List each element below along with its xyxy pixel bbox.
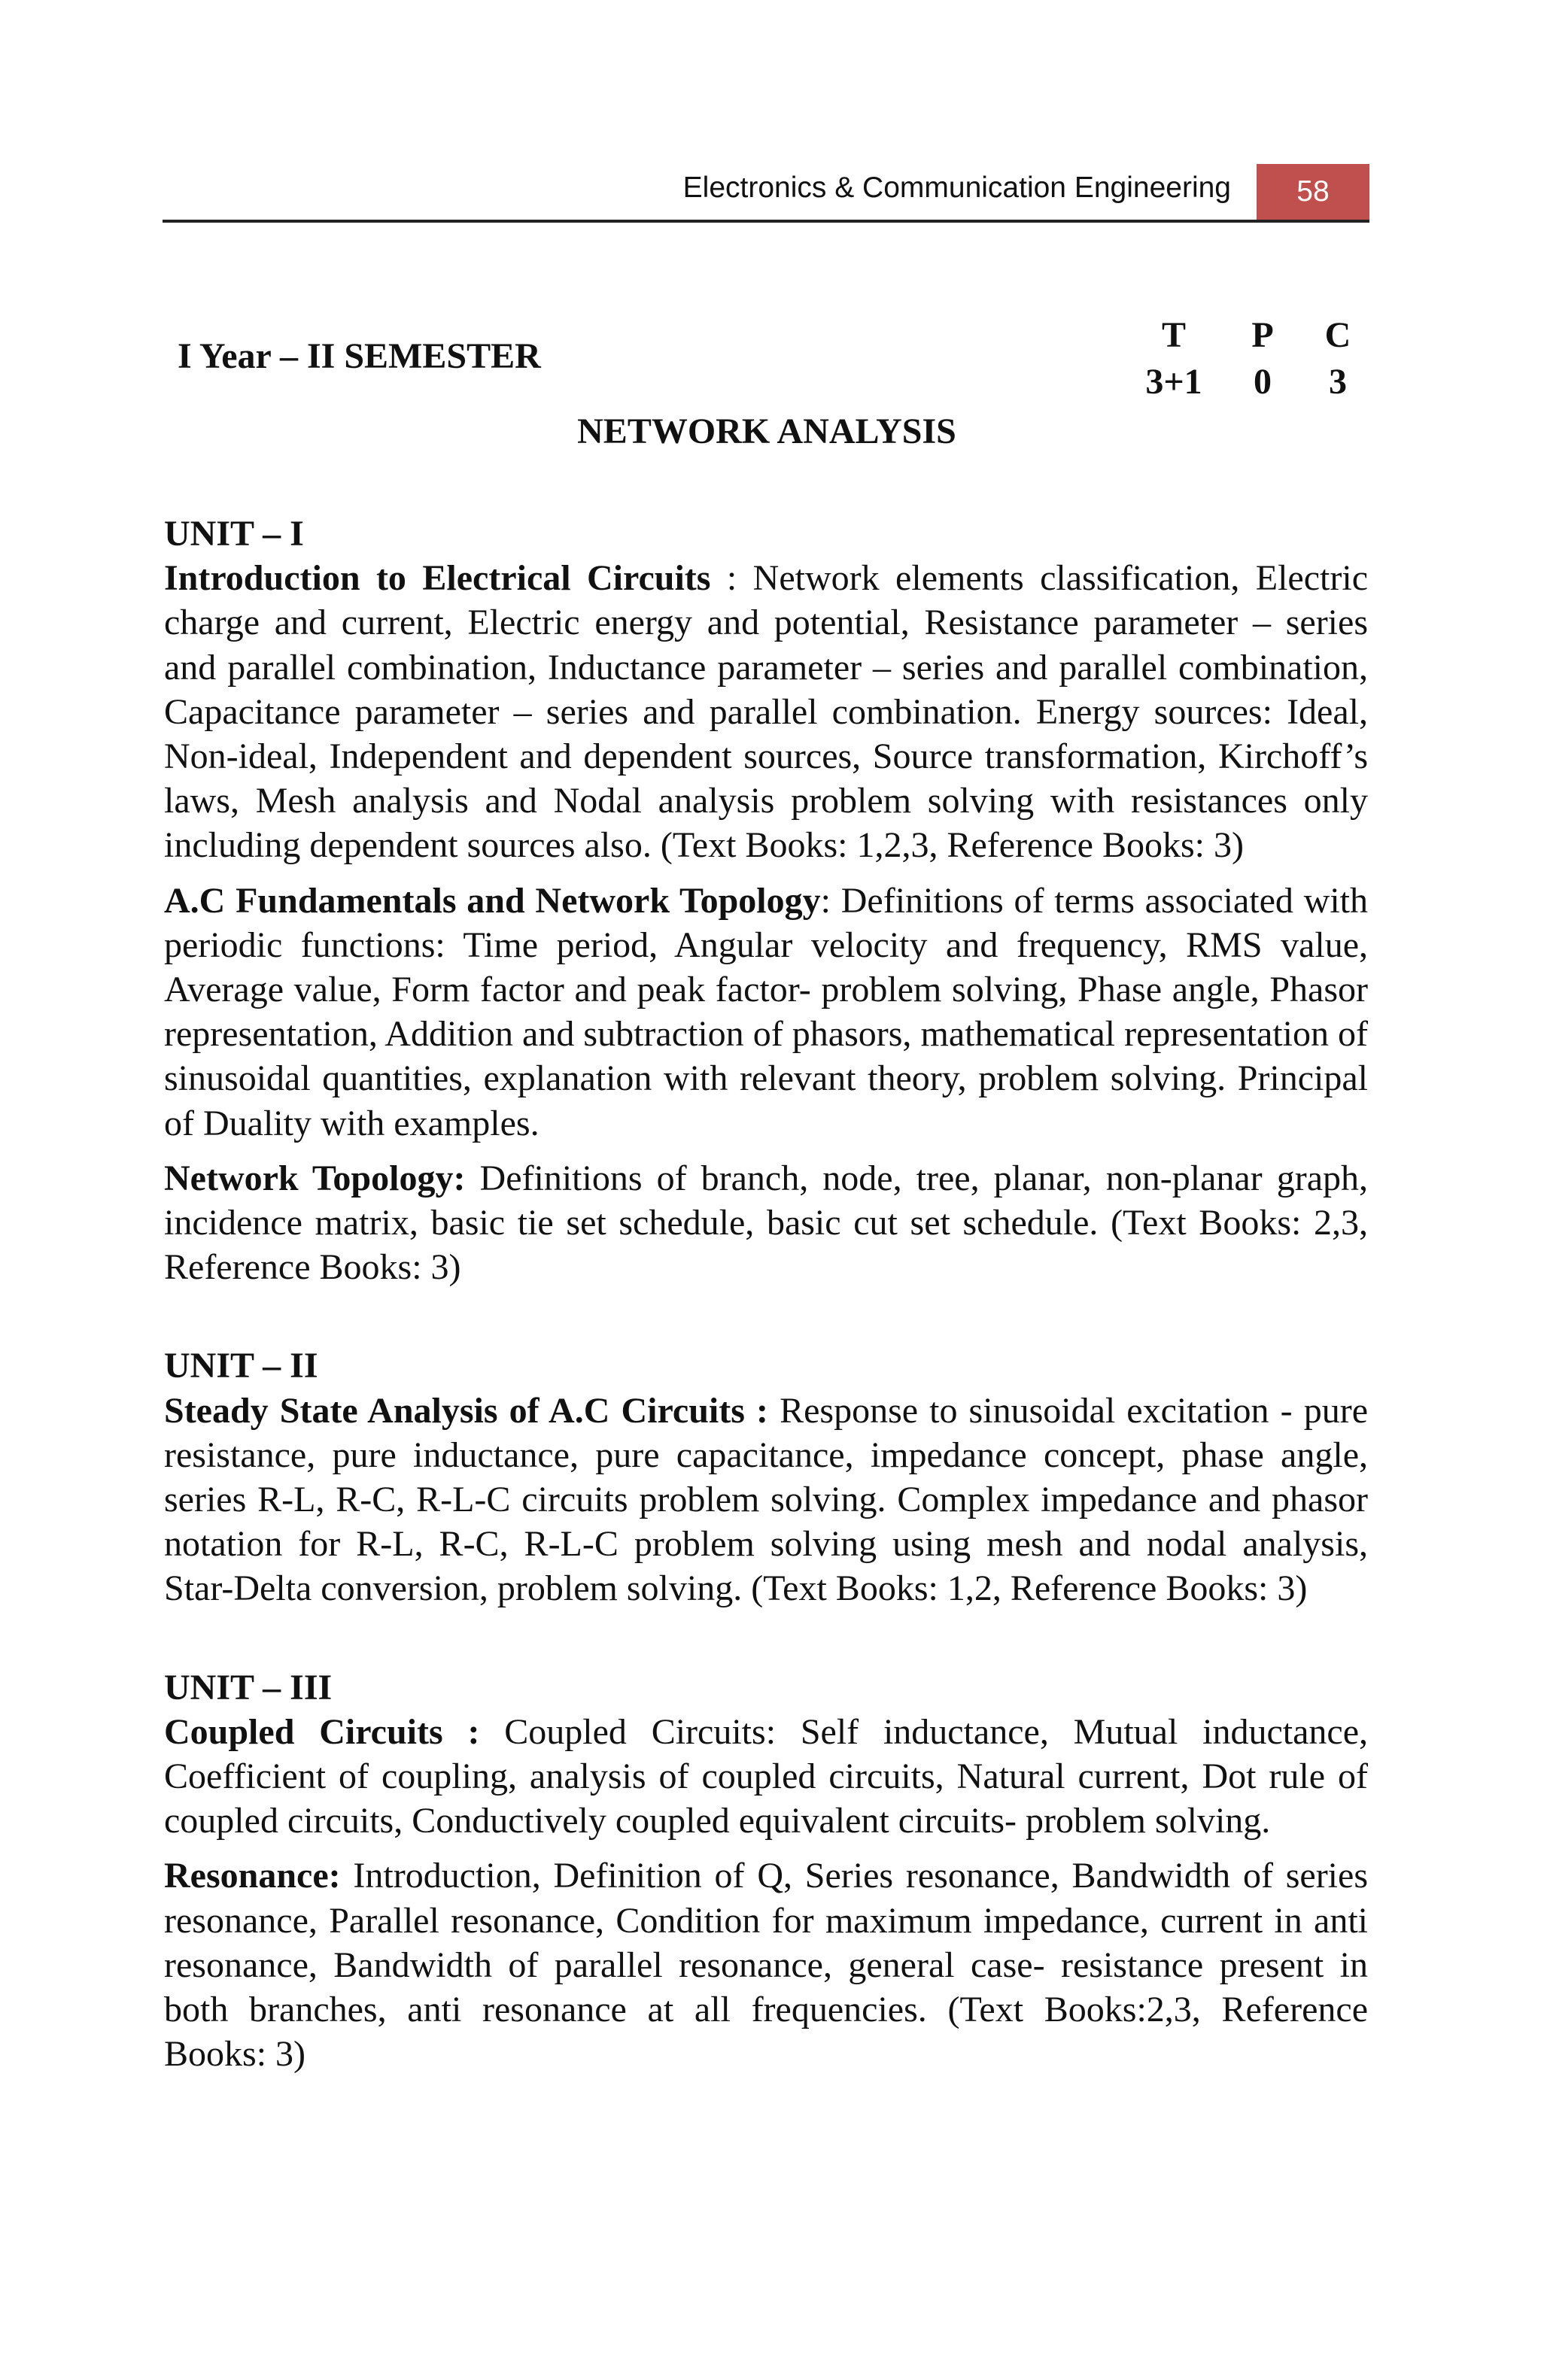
topic-separator <box>465 1158 479 1198</box>
course-title-text: NETWORK ANALYSIS <box>577 411 956 451</box>
topic-separator <box>341 1856 354 1896</box>
header-title: Electronics & Communication Engineering <box>682 172 1231 204</box>
syllabus-content <box>164 512 1368 2087</box>
topic-title: Introduction to Electrical Circuits <box>164 558 711 599</box>
topic-body: Network elements classification, Electric charge and current, Electric energy and potential, Resistance parameter – series and parallel combination, Inductance parameter – series and parallel combination, Capacitance parameter – series and parallel combination. Energy sources: Ideal, Non-ideal, Independent and dependent sources, Source transformation, Kirchoff’s laws, Mesh analysis and Nodal analysis problem solving with resistances only including dependent sources also. (Text Books: 1,2,3, Reference Books: 3) <box>164 558 1368 866</box>
topic-title: Coupled Circuits : <box>164 1711 480 1752</box>
topic-paragraph <box>164 1156 1368 1290</box>
topic-title: Steady State Analysis of A.C Circuits : <box>164 1390 768 1431</box>
section-gap <box>164 1622 1368 1665</box>
topic-separator <box>768 1391 780 1431</box>
credits-value-t: 3+1 <box>1145 361 1202 402</box>
year-semester: I Year – II SEMESTER <box>178 336 541 376</box>
page-number-badge: 58 <box>1257 164 1369 220</box>
credits-header-c: C <box>1324 314 1351 355</box>
credits-value-c: 3 <box>1329 361 1347 402</box>
topic-body: Definitions of terms associated with periodic functions: Time period, Angular velocity and frequency, RMS value, Average value, Form factor and peak factor- problem solving, Phase angle, Phasor representation, Addition and subtraction of phasors, mathematical representation of sinusoidal quantities, explanation with relevant theory, problem solving. Principal of Duality with examples. <box>164 880 1369 1143</box>
topic-body: Definitions of branch, node, tree, planar, non-planar graph, incidence matrix, basic tie set schedule, basic cut set schedule. (Text Books: 2,3, Reference Books: 3) <box>164 1158 1369 1288</box>
credits-header-t: T <box>1161 314 1186 355</box>
topic-paragraph <box>164 879 1368 1146</box>
topic-separator: : <box>820 880 841 921</box>
credits-value-row <box>1129 358 1369 405</box>
credits-value-p: 0 <box>1254 361 1272 402</box>
credits-header-p: P <box>1251 314 1274 355</box>
unit-heading: UNIT – III <box>164 1667 333 1708</box>
unit-heading: UNIT – II <box>164 1346 318 1386</box>
topic-body: Coupled Circuits: Self inductance, Mutual inductance, Coefficient of coupling, analysis of coupled circuits, Natural current, Dot rule of coupled circuits, Conductively coupled equivalent circuits- problem solving. <box>164 1711 1368 1841</box>
topic-paragraph <box>164 1389 1368 1611</box>
topic-separator <box>479 1712 504 1752</box>
topic-paragraph <box>164 1853 1368 2076</box>
course-title <box>0 411 1541 452</box>
section-gap <box>164 1300 1368 1343</box>
unit-heading: UNIT – I <box>164 514 304 554</box>
topic-paragraph <box>164 556 1368 867</box>
header-rule <box>163 220 1369 223</box>
topic-body: Introduction, Definition of Q, Series resonance, Bandwidth of series resonance, Parallel resonance, Condition for maximum impedance, current in anti resonance, Bandwidth of parallel resonance, general case- resistance present in both branches, anti resonance at all frequencies. (Text Books:2,3, Reference Books: 3) <box>164 1856 1369 2075</box>
credits-header-row <box>1129 311 1369 358</box>
topic-body: Response to sinusoidal excitation - pure resistance, pure inductance, pure capacitance, impedance concept, phase angle, series R-L, R-C, R-L-C circuits problem solving. Complex impedance and phasor notation for R-L, R-C, R-L-C problem solving using mesh and nodal analysis, Star-Delta conversion, problem solving. (Text Books: 1,2, Reference Books: 3) <box>164 1390 1368 1609</box>
topic-title: A.C Fundamentals and Network Topology <box>164 880 821 921</box>
page-header <box>163 158 1369 220</box>
topic-paragraph <box>164 1710 1368 1844</box>
topic-title: Network Topology: <box>164 1158 466 1198</box>
topic-separator: : <box>710 558 753 599</box>
topic-title: Resonance: <box>164 1856 341 1896</box>
credits-table <box>1129 311 1369 405</box>
